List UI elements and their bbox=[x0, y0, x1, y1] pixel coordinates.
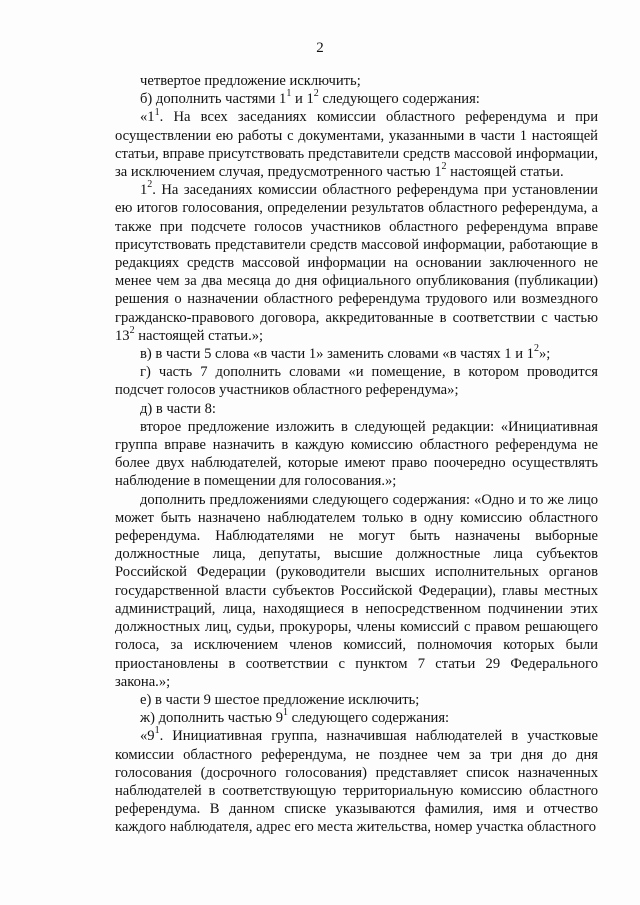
text-run: . Инициативная группа, назначившая наблюдателей в участковые комиссии областного референдума, не позднее чем за три дня до дня голосования (досрочного голосования) представляет список назначенных наблюдателей в соответствующую территориальную комиссию областного референдума. В данном списке указываются фамилия, имя и отчество каждого наблюдателя, адрес его места жительства, номер участка областного bbox=[115, 728, 598, 836]
text-run: второе предложение изложить в следующей редакции: «Инициативная группа вправе назначить в каждую комиссию областного референдума не более двух наблюдателей, которые имеют право поочередно осуществлять наблюдение в помещении для голосования.»; bbox=[115, 418, 598, 490]
paragraph bbox=[115, 72, 598, 90]
text-run: е) в части 9 шестое предложение исключить; bbox=[140, 691, 420, 708]
text-run: в) в части 5 слова «в части 1» заменить словами «в частях 1 и 1 bbox=[140, 346, 534, 363]
text-run: 1 bbox=[140, 182, 148, 199]
text-run: г) часть 7 дополнить словами «и помещение, в котором проводится подсчет голосов участников областного референдума»; bbox=[115, 364, 598, 399]
paragraph bbox=[115, 108, 598, 181]
text-run: ж) дополнить частью 9 bbox=[140, 710, 283, 727]
text-run: »; bbox=[538, 346, 551, 363]
paragraph bbox=[115, 90, 598, 108]
paragraph bbox=[115, 727, 598, 836]
document-body bbox=[115, 72, 598, 837]
text-run: четвертое предложение исключить; bbox=[140, 73, 361, 89]
text-run: настоящей статьи.»; bbox=[134, 327, 264, 344]
text-run: следующего содержания: bbox=[288, 710, 450, 727]
text-run: следующего содержания: bbox=[318, 91, 480, 108]
text-run: дополнить предложениями следующего содержания: «Одно и то же лицо может быть назначено наблюдателем только в одну комиссию областного референдума. Наблюдателями не могут быть назначены выборные должностные лица, депутаты, высшие должностные лица субъектов Российской Федерации (руководители высших исполнительных органов государственной власти субъектов Российской Федерации), главы местных администраций, лица, находящиеся в непосредственном подчинении этих должностных лиц, судьи, прокуроры, члены комиссий с правом решающего голоса, за исключением членов комиссий, полномочия которых были приостановлены в соответствии с пунктом 7 статьи 29 Федерального закона.»; bbox=[115, 491, 598, 690]
superscript: 2 bbox=[129, 324, 135, 336]
text-run: настоящей статьи. bbox=[446, 164, 564, 181]
superscript: 2 bbox=[313, 88, 319, 100]
paragraph bbox=[115, 400, 598, 418]
superscript: 1 bbox=[154, 106, 160, 118]
superscript: 1 bbox=[286, 88, 292, 100]
text-run: д) в части 8: bbox=[140, 400, 216, 417]
paragraph bbox=[115, 363, 598, 399]
superscript: 2 bbox=[533, 343, 539, 355]
text-run: и 1 bbox=[291, 91, 314, 108]
text-run: «1 bbox=[140, 109, 155, 126]
superscript: 2 bbox=[441, 161, 447, 173]
paragraph bbox=[115, 491, 598, 691]
text-run: . На заседаниях комиссии областного референдума при установлении ею итогов голосования, определении результатов областного референдума, а также при подсчете голосов участников областного референдума вправе присутствовать представители средств массовой информации, работающие в редакциях средств массовой информации на основании заключенного не менее чем за два месяца до дня официального опубликования (публикации) решения о назначении областного референдума трудового или возмездного гражданско-правового договора, аккредитованные в соответствии с частью 13 bbox=[115, 182, 598, 344]
paragraph bbox=[115, 181, 598, 345]
text-run: . На всех заседаниях комиссии областного референдума и при осуществлении ею работы с документами, указанными в части 1 настоящей статьи, вправе присутствовать представители средств массовой информации, за исключением случая, предусмотренного частью 1 bbox=[115, 109, 598, 181]
page-number: 2 bbox=[316, 40, 324, 56]
paragraph bbox=[115, 345, 598, 363]
superscript: 1 bbox=[283, 707, 288, 719]
superscript: 2 bbox=[147, 179, 153, 191]
text-run: б) дополнить частями 1 bbox=[140, 91, 287, 108]
superscript: 1 bbox=[154, 725, 160, 737]
text-run: «9 bbox=[140, 728, 155, 745]
paragraph bbox=[115, 691, 598, 709]
paragraph bbox=[115, 418, 598, 491]
paragraph bbox=[115, 709, 598, 727]
